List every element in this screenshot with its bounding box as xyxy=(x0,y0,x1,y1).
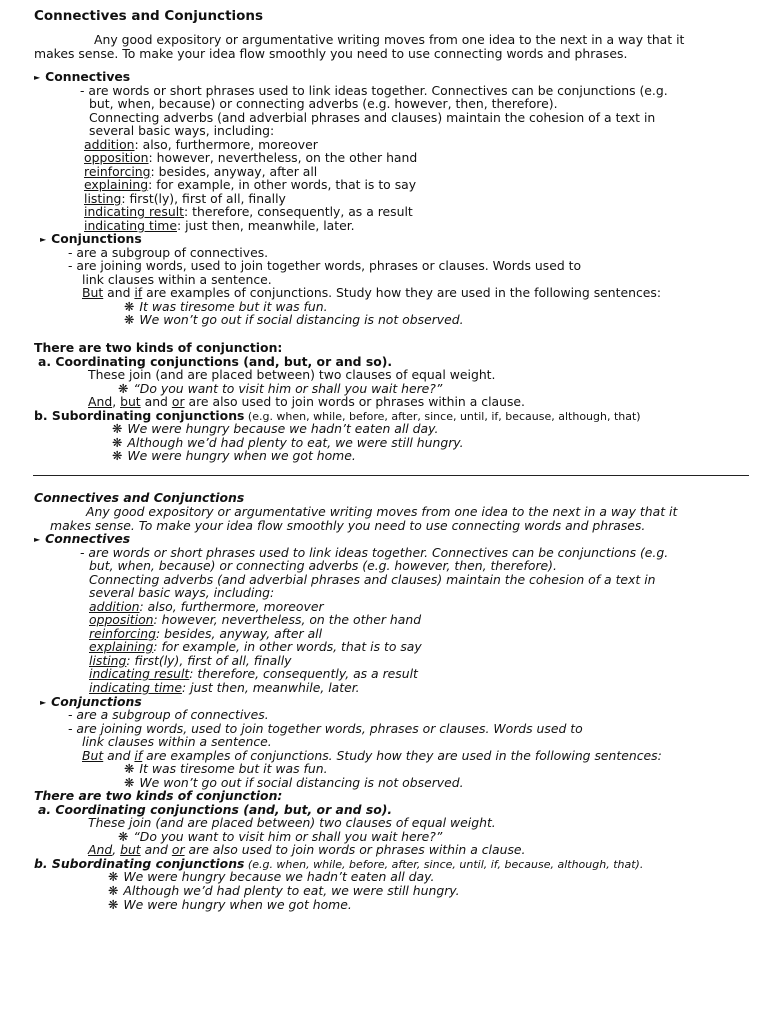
connectives-heading-italic: ► Connectives xyxy=(34,531,131,546)
conjunctions-heading: ► Conjunctions xyxy=(40,231,142,246)
conjunctions-line-2: - are joining words, used to join together words, phrases or clauses. Words used to xyxy=(68,258,582,273)
category-reinforcing: reinforcing: besides, anyway, after all xyxy=(84,164,318,179)
triangle-bullet-icon: ► xyxy=(40,698,47,707)
subordinating-heading-italic: b. Subordinating conjunctions (e.g. when, while, before, after, since, until, if, because, although, that). xyxy=(34,856,644,871)
conjunctions-examples-intro: But and if are examples of conjunctions. Study how they are used in the following sentences: xyxy=(82,285,662,300)
asterisk-bullet-icon: ❋ xyxy=(124,775,135,790)
subordinating-heading: b. Subordinating conjunctions (e.g. when, while, before, after, since, until, if, because, although, that) xyxy=(34,408,641,423)
coordinating-description: These join (and are placed between) two clauses of equal weight. xyxy=(88,367,496,382)
connectives-line-1: - are words or short phrases used to link ideas together. Connectives can be conjunctions (e.g. xyxy=(80,83,668,98)
category-explaining-italic: explaining: for example, in other words, that is to say xyxy=(89,639,422,654)
asterisk-bullet-icon: ❋ xyxy=(108,869,119,884)
intro-line-1: Any good expository or argumentative writing moves from one idea to the next in a way that it xyxy=(94,32,685,47)
asterisk-bullet-icon: ❋ xyxy=(118,381,129,396)
category-indicating-time: indicating time: just then, meanwhile, later. xyxy=(84,218,355,233)
intro-line-1-italic: Any good expository or argumentative writing moves from one idea to the next in a way that it xyxy=(86,504,678,519)
two-kinds-heading: There are two kinds of conjunction: xyxy=(34,340,283,355)
connectives-line-2-italic: but, when, because) or connecting adverbs (e.g. however, then, therefore). xyxy=(89,558,557,573)
section-divider xyxy=(33,475,749,476)
intro-line-2: makes sense. To make your idea flow smoothly you need to use connecting words and phrases. xyxy=(34,46,628,61)
category-opposition-italic: opposition: however, nevertheless, on the other hand xyxy=(89,612,422,627)
coordinating-heading-italic: a. Coordinating conjunctions (and, but, or and so). xyxy=(38,802,393,817)
asterisk-bullet-icon: ❋ xyxy=(112,435,123,450)
intro-line-2-italic: makes sense. To make your idea flow smoothly you need to use connecting words and phrases. xyxy=(50,518,646,533)
triangle-bullet-icon: ► xyxy=(40,235,47,244)
asterisk-bullet-icon: ❋ xyxy=(124,299,135,314)
category-addition: addition: also, furthermore, moreover xyxy=(84,137,318,152)
subordinating-example-1: ❋ We were hungry because we hadn’t eaten all day. xyxy=(112,421,439,436)
asterisk-bullet-icon: ❋ xyxy=(118,829,129,844)
example-sentence-2: ❋ We won’t go out if social distancing is not observed. xyxy=(124,312,464,327)
subordinating-example-2: ❋ Although we’d had plenty to eat, we were still hungry. xyxy=(112,435,464,450)
conjunctions-line-2-italic: - are joining words, used to join together words, phrases or clauses. Words used to xyxy=(68,721,583,736)
category-explaining: explaining: for example, in other words, that is to say xyxy=(84,177,417,192)
coordinating-example-italic: ❋ “Do you want to visit him or shall you wait here?” xyxy=(118,829,443,844)
two-kinds-heading-italic: There are two kinds of conjunction: xyxy=(34,788,283,803)
asterisk-bullet-icon: ❋ xyxy=(124,312,135,327)
category-opposition: opposition: however, nevertheless, on the other hand xyxy=(84,150,418,165)
coordinating-note: And, but and or are also used to join words or phrases within a clause. xyxy=(88,394,525,409)
conjunctions-line-1: - are a subgroup of connectives. xyxy=(68,245,269,260)
asterisk-bullet-icon: ❋ xyxy=(124,761,135,776)
subordinating-example-3-italic: ❋ We were hungry when we got home. xyxy=(108,897,352,912)
connectives-line-3-italic: Connecting adverbs (and adverbial phrases and clauses) maintain the cohesion of a text in xyxy=(89,572,656,587)
category-reinforcing-italic: reinforcing: besides, anyway, after all xyxy=(89,626,323,641)
connectives-line-4-italic: several basic ways, including: xyxy=(89,585,275,600)
conjunctions-line-1-italic: - are a subgroup of connectives. xyxy=(68,707,269,722)
coordinating-heading: a. Coordinating conjunctions (and, but, or and so). xyxy=(38,354,393,369)
connectives-line-3: Connecting adverbs (and adverbial phrases and clauses) maintain the cohesion of a text in xyxy=(89,110,656,125)
category-listing-italic: listing: first(ly), first of all, finally xyxy=(89,653,292,668)
example-sentence-1: ❋ It was tiresome but it was fun. xyxy=(124,299,328,314)
category-indicating-result: indicating result: therefore, consequently, as a result xyxy=(84,204,413,219)
example-sentence-1-italic: ❋ It was tiresome but it was fun. xyxy=(124,761,328,776)
connectives-line-2: but, when, because) or connecting adverbs (e.g. however, then, therefore). xyxy=(89,96,558,111)
category-addition-italic: addition: also, furthermore, moreover xyxy=(89,599,324,614)
conjunctions-examples-intro-italic: But and if are examples of conjunctions. Study how they are used in the following sentences: xyxy=(82,748,662,763)
triangle-bullet-icon: ► xyxy=(34,535,41,544)
conjunctions-line-3-italic: link clauses within a sentence. xyxy=(82,734,272,749)
asterisk-bullet-icon: ❋ xyxy=(112,448,123,463)
category-listing: listing: first(ly), first of all, finally xyxy=(84,191,286,206)
asterisk-bullet-icon: ❋ xyxy=(108,883,119,898)
example-sentence-2-italic: ❋ We won’t go out if social distancing is not observed. xyxy=(124,775,464,790)
coordinating-description-italic: These join (and are placed between) two clauses of equal weight. xyxy=(88,815,496,830)
category-indicating-time-italic: indicating time: just then, meanwhile, later. xyxy=(89,680,360,695)
conjunctions-line-3: link clauses within a sentence. xyxy=(82,272,272,287)
triangle-bullet-icon: ► xyxy=(34,73,41,82)
subordinating-example-3: ❋ We were hungry when we got home. xyxy=(112,448,356,463)
asterisk-bullet-icon: ❋ xyxy=(112,421,123,436)
subordinating-example-1-italic: ❋ We were hungry because we hadn’t eaten all day. xyxy=(108,869,435,884)
subordinating-example-2-italic: ❋ Although we’d had plenty to eat, we were still hungry. xyxy=(108,883,460,898)
conjunctions-heading-italic: ► Conjunctions xyxy=(40,694,142,709)
connectives-line-4: several basic ways, including: xyxy=(89,123,275,138)
page-title: Connectives and Conjunctions xyxy=(34,8,264,24)
asterisk-bullet-icon: ❋ xyxy=(108,897,119,912)
connectives-heading: ► Connectives xyxy=(34,69,131,84)
page-title-italic: Connectives and Conjunctions xyxy=(34,490,245,505)
coordinating-note-italic: And, but and or are also used to join words or phrases within a clause. xyxy=(88,842,526,857)
category-indicating-result-italic: indicating result: therefore, consequently, as a result xyxy=(89,666,418,681)
connectives-line-1-italic: - are words or short phrases used to link ideas together. Connectives can be conjunctions (e.g. xyxy=(80,545,669,560)
coordinating-example: ❋ “Do you want to visit him or shall you wait here?” xyxy=(118,381,443,396)
